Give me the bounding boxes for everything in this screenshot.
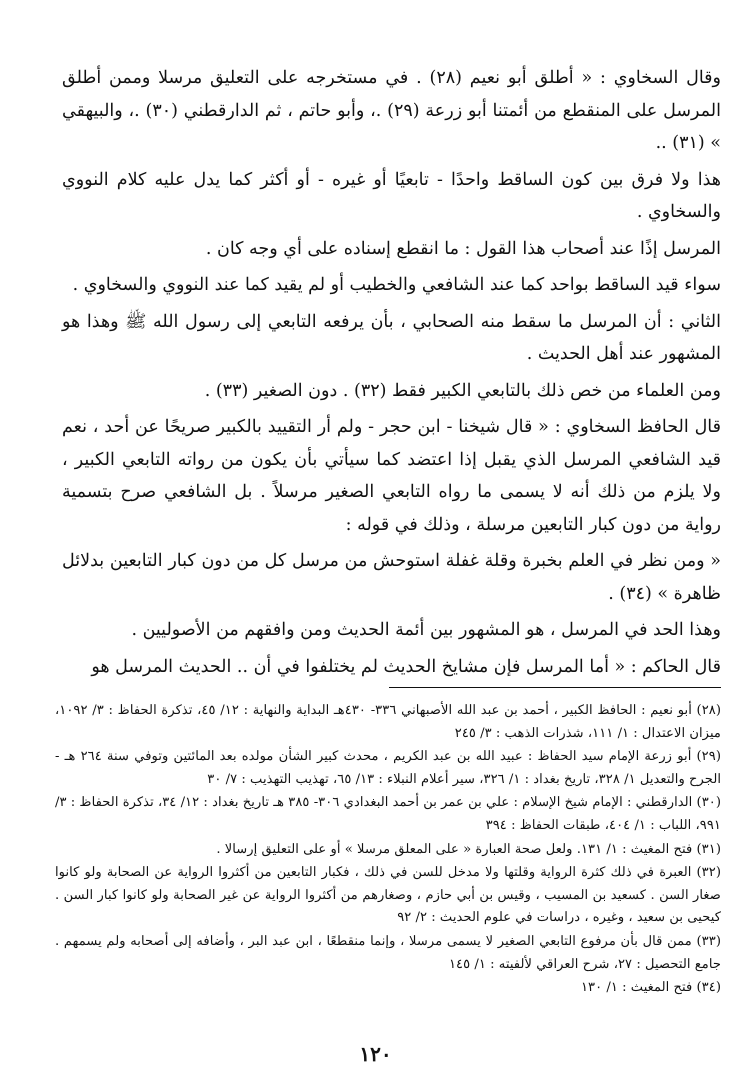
paragraph-1: وقال السخاوي : « أطلق أبو نعيم (٢٨) . في مستخرجه على التعليق مرسلا وممن أطلق المرسل على المنقطع من أئمتنا أبو زرعة (٢٩) .، وأبو حاتم ، ثم الدارقطني (٣٠) .، والبيهقي » (٣١) .. [62, 68, 721, 153]
paragraph-7: قال الحافظ السخاوي : « قال شيخنا - ابن حجر - ولم أر التقييد بالكبير صريحًا عن أحد ، نعم قيد الشافعي المرسل الذي يقبل إذا اعتضد كما سيأتي بأن يكون من رواته التابعي الكبير ، ولا يلزم من ذلك أنه لا يسمى ما رواه التابعي الصغير مرسلاً . بل الشافعي صرح بتسمية رواية من دون كبار التابعين مرسلة ، وذلك في قوله : [62, 417, 721, 535]
footnote-separator [389, 687, 721, 688]
paragraph-2: هذا ولا فرق بين كون الساقط واحدًا - تابعيًا أو غيره - أو أكثر كما يدل عليه كلام النووي والسخاوي . [62, 169, 721, 222]
paragraph-9: وهذا الحد في المرسل ، هو المشهور بين أئمة الحديث ومن وافقهم من الأصوليين . [131, 620, 721, 640]
footnote: (٢٨) أبو نعيم : الحافظ الكبير ، أحمد بن عبد الله الأصبهاني ٣٣٦- ٤٣٠هـ البداية والنهاية : ١٢/ ٤٥، تذكرة الحفاظ : ٣/ ١٠٩٢، ميزان الاعتدال : ١/ ١١١، شذرات الذهب : ٣/ ٢٤٥ [55, 703, 722, 741]
footnote: (٣٢) العبرة في ذلك كثرة الرواية وقلتها ولا مدخل للسن في ذلك ، فكبار التابعين من أكثروا الرواية عن الصحابة ولو كانوا صغار السن . كسعيد بن المسيب ، وقيس بن أبي حازم ، وصغارهم من أكثروا الرواية عن غير الصحابة ولو كانوا كبار السن . كيحيى بن سعيد ، وغيره ، دراسات في علوم الحديث : ٢/ ٩٢ [55, 865, 721, 926]
page-number: ١٢٠ [359, 1042, 392, 1066]
paragraph-5: الثاني : أن المرسل ما سقط منه الصحابي ، بأن يرفعه التابعي إلى رسول الله ﷺ وهذا هو المشهور عند أهل الحديث . [62, 311, 721, 364]
paragraph-10: قال الحاكم : « أما المرسل فإن مشايخ الحديث لم يختلفوا في أن .. الحديث المرسل هو [91, 656, 721, 677]
paragraph-8: « ومن نظر في العلم بخبرة وقلة غفلة استوحش من مرسل كل من دون كبار التابعين بدلائل ظاهرة » (٣٤) . [62, 551, 721, 604]
paragraph-4: سواء قيد الساقط بواحد كما عند الشافعي والخطيب أو لم يقيد كما عند النووي والسخاوي . [72, 275, 721, 295]
footnotes [55, 700, 721, 1001]
footnote: (٣٠) الدارقطني : الإمام شيخ الإسلام : علي بن عمر بن أحمد البغدادي ٣٠٦- ٣٨٥ هـ تاريخ بغداد : ١٢/ ٣٤، تذكرة الحفاظ : ٣/ ٩٩١، اللباب : ١/ ٤٠٤، طبقات الحفاظ : ٣٩٤ [55, 795, 722, 833]
paragraph-3: المرسل إذًا عند أصحاب هذا القول : ما انقطع إسناده على أي وجه كان . [205, 238, 721, 259]
footnote: (٣١) فتح المغيث : ١/ ١٣١. ولعل صحة العبارة « على المعلق مرسلا » أو على التعليق إرسالا . [216, 841, 721, 857]
footnote: (٢٩) أبو زرعة الإمام سيد الحفاظ : عبيد الله بن عبد الكريم ، محدث كبير الشأن مولده بعد المائتين وتوفي سنة ٢٦٤ هـ - الجرح والتعديل ١/ ٣٢٨، تاريخ بغداد : ١/ ٣٢٦، سير أعلام النبلاء : ١٣/ ٦٥، تهذيب التهذيب : ٧/ ٣٠ [55, 749, 721, 787]
footnote: (٣٣) ممن قال بأن مرفوع التابعي الصغير لا يسمى مرسلا ، وإنما منقطعًا ، ابن عبد البر ، وأضافه إلى أصحابه ولم يسمهم . جامع التحصيل : ٢٧، شرح العراقي لألفيته : ١/ ١٤٥ [55, 933, 721, 972]
main-text [62, 62, 721, 687]
footnote: (٣٤) فتح المغيث : ١/ ١٣٠ [580, 980, 721, 996]
paragraph-6: ومن العلماء من خص ذلك بالتابعي الكبير فقط (٣٢) . دون الصغير (٣٣) . [204, 380, 721, 401]
